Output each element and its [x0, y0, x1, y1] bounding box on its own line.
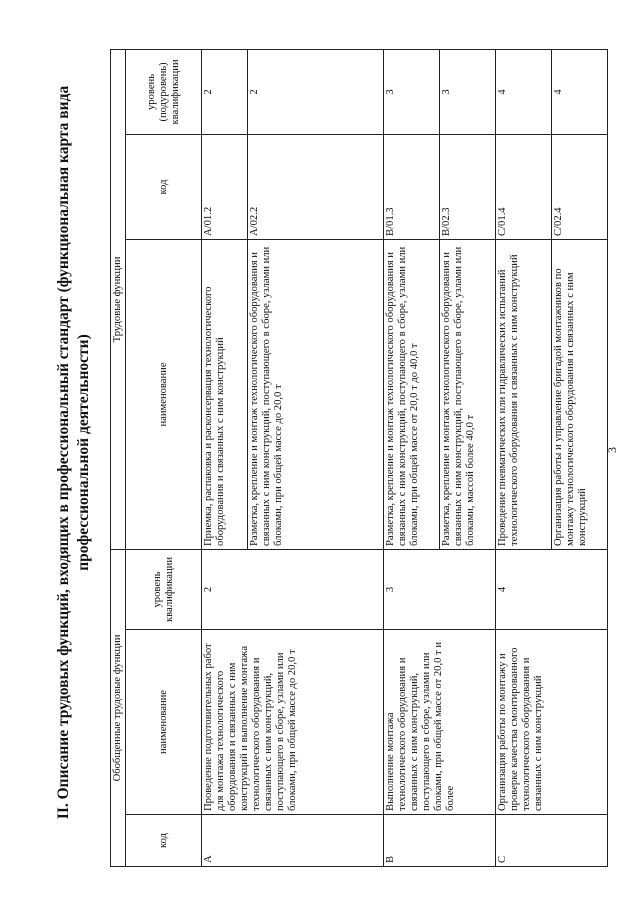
page-number: 3	[605, 447, 619, 453]
table-row	[202, 49, 248, 866]
header-labor-functions: Трудовые функции	[111, 49, 126, 549]
function-code: C/02.4	[552, 134, 608, 239]
group-level: 2	[202, 549, 384, 629]
function-code: A/02.2	[248, 134, 384, 239]
header-tf-name: наименование	[126, 239, 202, 549]
function-code: A/01.2	[202, 134, 248, 239]
group-level: 3	[384, 549, 496, 629]
function-code: B/02.3	[440, 134, 496, 239]
group-code: B	[384, 815, 496, 867]
group-code: A	[202, 815, 384, 867]
group-name: Организация работы по монтажу и проверке качества смонтированного технологического оборудования и связанных с ним конструкций	[496, 630, 608, 815]
function-level: 2	[248, 49, 384, 134]
section-title-line2: профессиональной деятельности)	[75, 334, 92, 571]
table-row	[384, 49, 440, 866]
function-name: Разметка, крепление и монтаж технологического оборудования и связанных с ним конструкций, поступающего в сборе, узлами или блоками, при общей массе от 20,0 т до 40,0 т	[384, 239, 440, 549]
header-name: наименование	[126, 630, 202, 815]
function-level: 3	[384, 49, 440, 134]
group-level: 4	[496, 549, 608, 629]
group-name: Проведение подготовительных работ для монтажа технологического оборудования и связанных с ним конструкций и выполнение монтажа технологического оборудования и связанных с ним конструкций, поступающего в сборе, узлами или блоками, при общей массе до 20,0 т	[202, 630, 384, 815]
function-level: 4	[552, 49, 608, 134]
header-tf-code: код	[126, 134, 202, 239]
function-name: Разметка, крепление и монтаж технологического оборудования и связанных с ним конструкций, поступающего в сборе, узлами или блоками, при общей массе до 20,0 т	[248, 239, 384, 549]
header-sublevel: уровень (подуровень) квалификации	[126, 49, 202, 134]
header-code: код	[126, 815, 202, 867]
function-level: 2	[202, 49, 248, 134]
function-name: Приемка, распаковка и расконсервация технологического оборудования и связанных с ним конструкций	[202, 239, 248, 549]
function-level: 3	[440, 49, 496, 134]
group-code: C	[496, 815, 608, 867]
group-name: Выполнение монтажа технологического оборудования и связанных с ним конструкций, поступающего в сборе, узлами или блоками, при общей массе от 20,0 т и более	[384, 630, 496, 815]
function-name: Проведение пневматических или гидравлических испытаний технологического оборудования и связанных с ним конструкций	[496, 239, 552, 549]
function-name: Организация работы и управление бригадой монтажников по монтажу технологического оборудования и связанных с ним конструкций	[552, 239, 608, 549]
function-code: C/01.4	[496, 134, 552, 239]
function-name: Разметка, крепление и монтаж технологического оборудования и связанных с ним конструкций, поступающего в сборе, узлами или блоками, массой более 40,0 т	[440, 239, 496, 549]
header-level: уровень квалификации	[126, 549, 202, 629]
header-generalized: Обобщенные трудовые функции	[111, 549, 126, 866]
function-code: B/01.3	[384, 134, 440, 239]
function-level: 4	[496, 49, 552, 134]
table-row	[496, 49, 552, 866]
section-title-line1: II. Описание трудовых функций, входящих в профессиональный стандарт (функциональная карта вида	[55, 85, 72, 820]
functional-map-table	[110, 49, 608, 867]
